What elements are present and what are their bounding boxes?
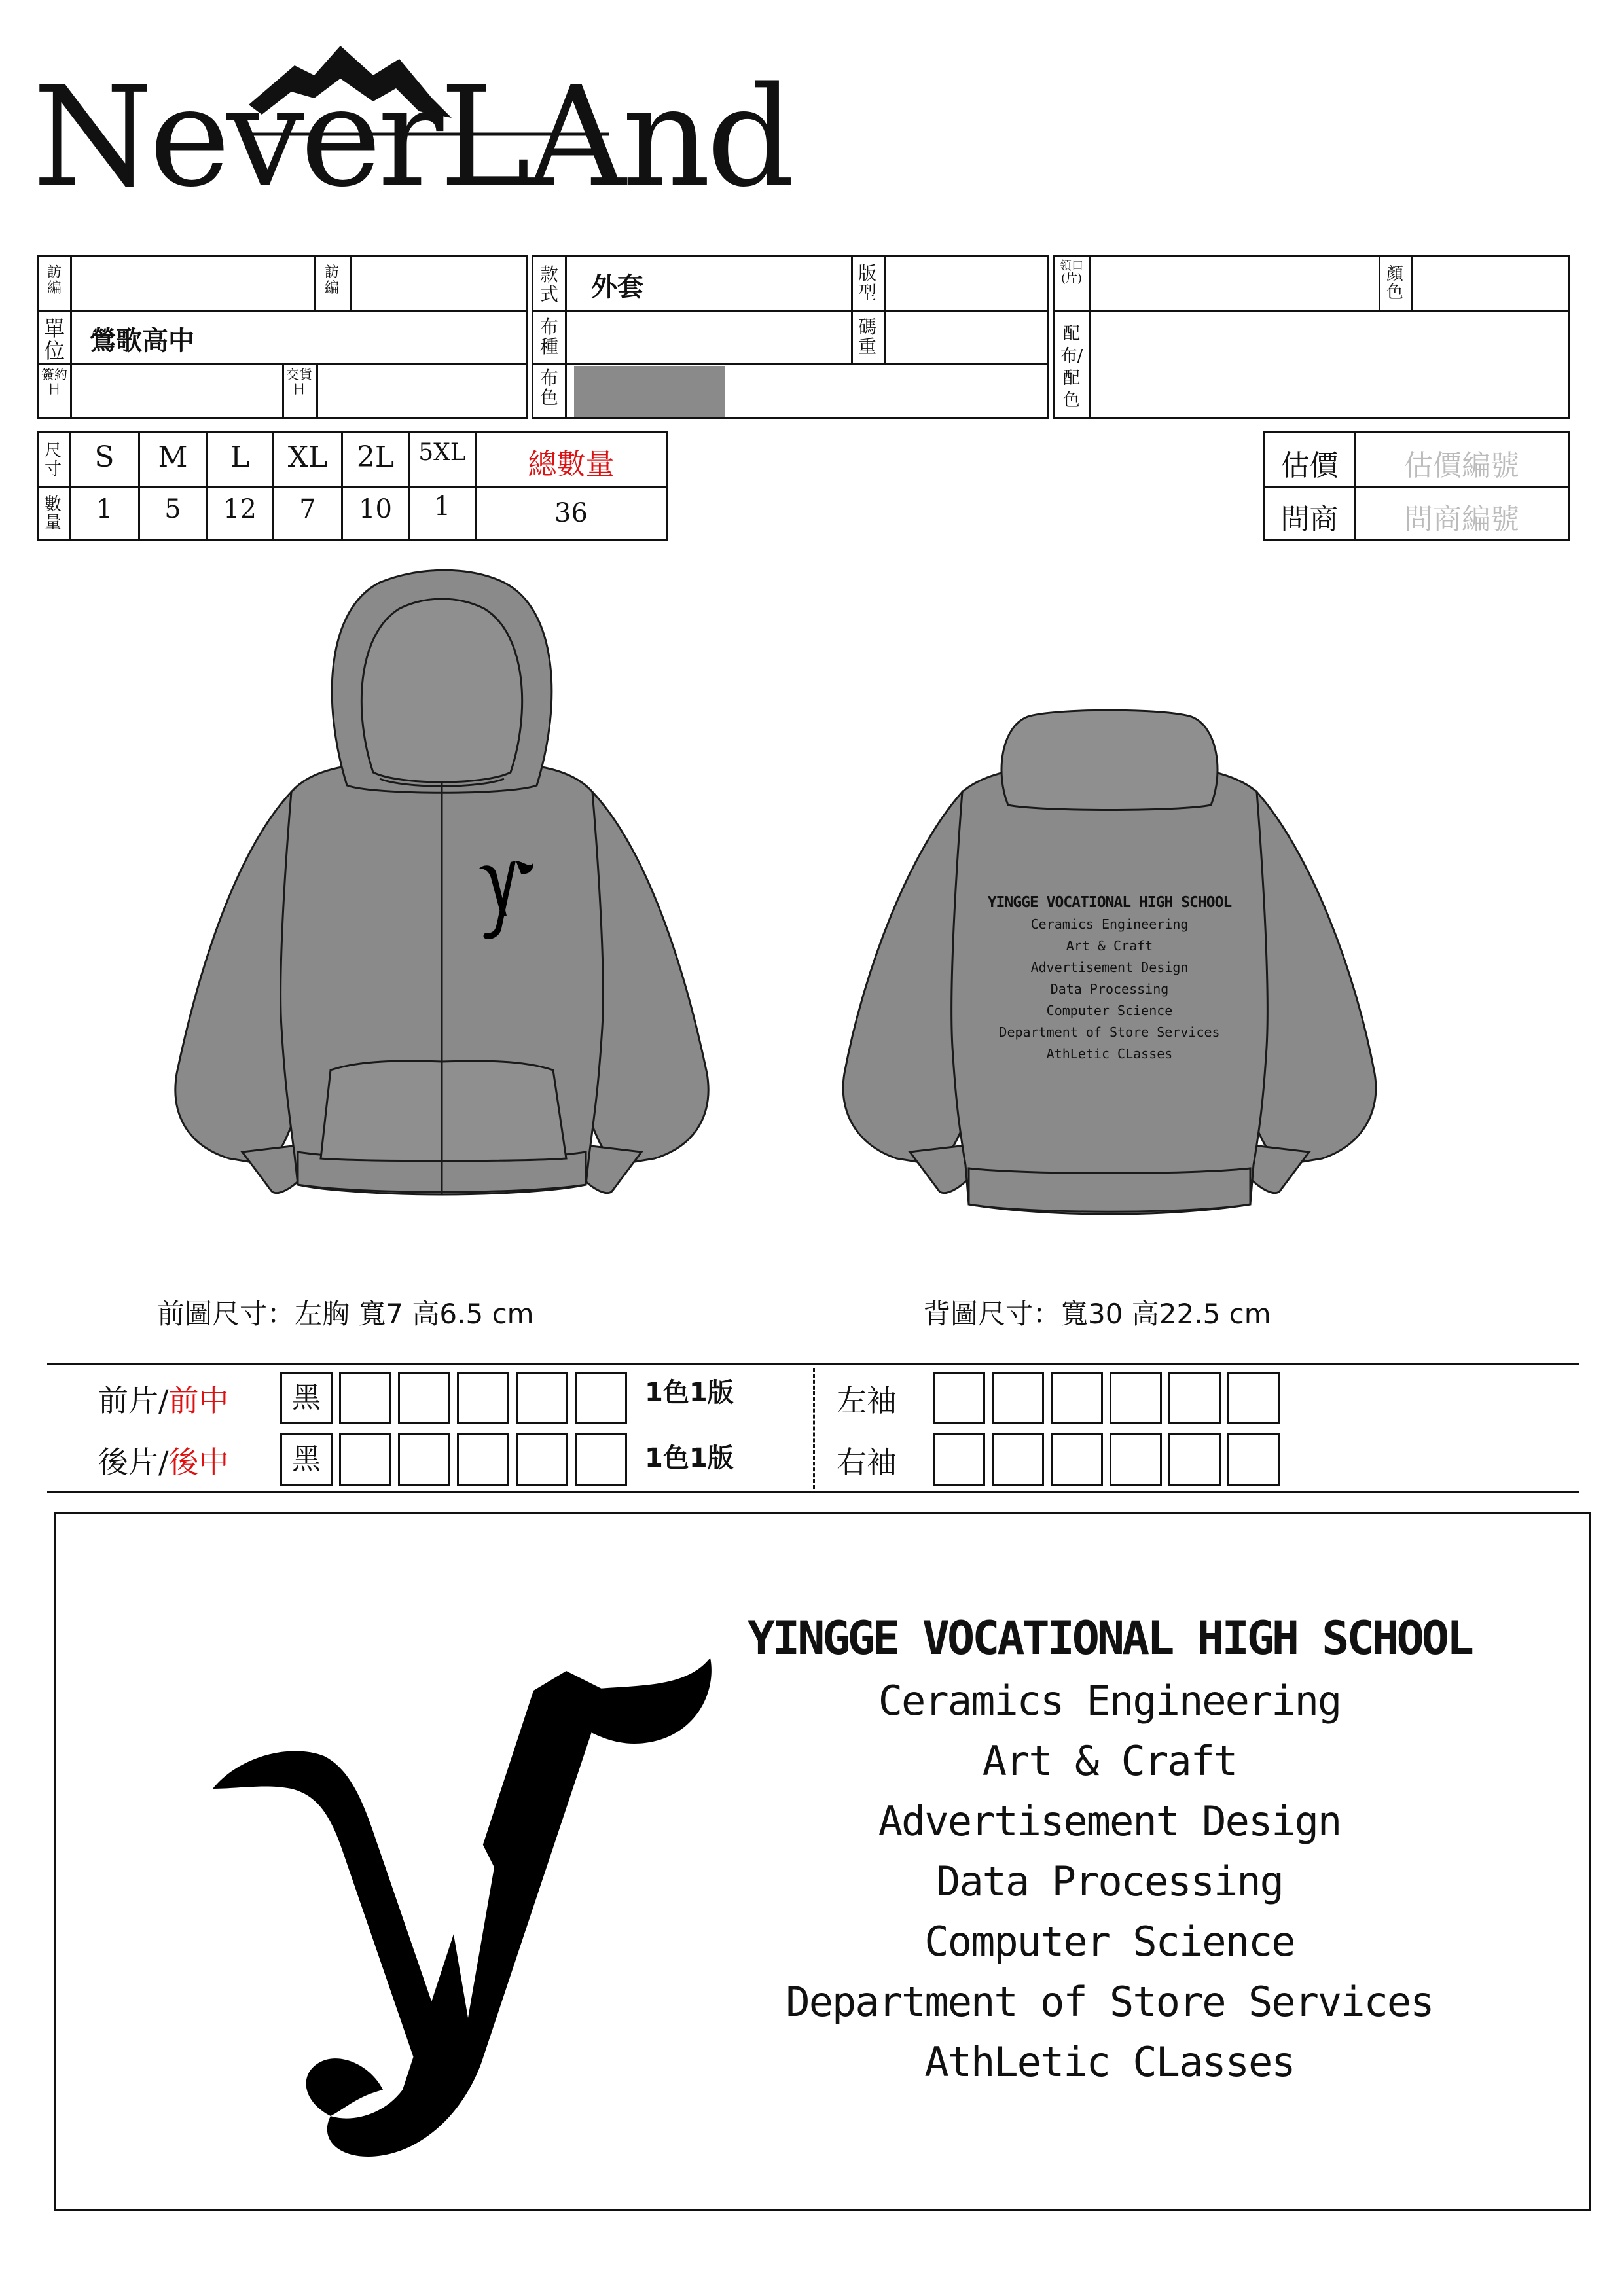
back-line-advertisement: Advertisement Design (1030, 960, 1189, 975)
sign-date-label: 簽約日 (41, 367, 67, 397)
back-color-2[interactable] (339, 1433, 391, 1486)
right-sleeve-color-6[interactable] (1227, 1433, 1280, 1486)
right-sleeve-label: 右袖 (837, 1444, 897, 1480)
visit-code-label: 訪編 (46, 264, 62, 296)
art-line-school: YINGGE VOCATIONAL HIGH SCHOOL (747, 1611, 1472, 1665)
estimate-label: 估價 (1280, 449, 1339, 482)
size-2l: 2L (356, 440, 395, 474)
hoodie-back (831, 707, 1388, 1250)
total-label: 總數量 (528, 448, 615, 481)
pattern-label: 版型 (857, 262, 876, 304)
hoodie-front (164, 569, 720, 1250)
left-sleeve-color-5[interactable] (1168, 1372, 1221, 1424)
front-color-3[interactable] (398, 1372, 450, 1424)
size-row-label: 尺寸 (44, 441, 62, 479)
total-value: 36 (554, 498, 588, 528)
size-weight-label: 碼重 (857, 316, 876, 357)
back-print-label (98, 1439, 229, 1482)
info-table-trim (1053, 255, 1570, 419)
back-line-store: Department of Store Services (999, 1024, 1220, 1040)
print-section-divider (813, 1368, 815, 1489)
estimate-number-field[interactable]: 估價編號 (1404, 449, 1519, 482)
left-sleeve-color-4[interactable] (1110, 1372, 1162, 1424)
fabric-color-swatch (574, 366, 725, 417)
art-line-store: Department of Store Services (785, 1978, 1434, 2026)
artwork-box (54, 1512, 1591, 2211)
style-label: 款式 (539, 264, 558, 305)
print-section-top-rule (47, 1363, 1579, 1365)
brand-name: NeverLAnd (33, 57, 791, 217)
back-line-art: Art & Craft (1066, 938, 1153, 954)
brand-logo (33, 26, 791, 229)
right-sleeve-color-3[interactable] (1051, 1433, 1103, 1486)
back-line-data: Data Processing (1050, 981, 1169, 997)
qty-m: 5 (164, 494, 181, 524)
left-sleeve-color-1[interactable] (933, 1372, 985, 1424)
size-xl: XL (287, 440, 328, 474)
back-print-area (956, 891, 1263, 1065)
front-color-1[interactable] (280, 1372, 333, 1424)
left-sleeve-label: 左袖 (837, 1383, 897, 1418)
trim-label: 配布/配色 (1060, 324, 1083, 410)
qty-l: 12 (223, 494, 257, 524)
back-line-computer: Computer Science (1046, 1003, 1173, 1018)
front-color-2[interactable] (339, 1372, 391, 1424)
back-piece-label: 後片/ (98, 1444, 169, 1480)
size-table (37, 431, 668, 541)
estimate-table (1263, 431, 1570, 541)
front-color-5[interactable] (516, 1372, 568, 1424)
art-line-computer: Computer Science (924, 1918, 1295, 1965)
right-sleeve-color-1[interactable] (933, 1433, 985, 1486)
unit-value: 鶯歌高中 (90, 326, 194, 356)
back-center-label: 後中 (168, 1444, 229, 1480)
back-plates: 1色1版 (645, 1443, 734, 1473)
right-sleeve-color-4[interactable] (1110, 1433, 1162, 1486)
qty-row-label: 數量 (44, 495, 62, 533)
left-sleeve-color-6[interactable] (1227, 1372, 1280, 1424)
art-line-ceramics: Ceramics Engineering (878, 1677, 1341, 1725)
front-dimension-caption: 前圖尺寸：左胸 寬7 高6.5 cm (157, 1298, 534, 1330)
right-sleeve-color-5[interactable] (1168, 1433, 1221, 1486)
qty-s: 1 (96, 494, 113, 524)
size-s: S (94, 440, 115, 474)
left-sleeve-color-2[interactable] (992, 1372, 1044, 1424)
back-color-1[interactable] (280, 1433, 333, 1486)
color-label: 顏色 (1386, 264, 1403, 302)
collar-label: 領口(片) (1060, 259, 1083, 285)
art-line-art: Art & Craft (982, 1737, 1237, 1785)
visit-code-label-2: 訪編 (324, 264, 339, 296)
inquiry-number-field[interactable]: 問商編號 (1404, 503, 1519, 536)
style-value: 外套 (591, 272, 643, 302)
back-color-1-text: 黑 (292, 1443, 321, 1476)
back-color-6[interactable] (575, 1433, 627, 1486)
front-color-4[interactable] (457, 1372, 509, 1424)
fabric-color-label: 布色 (539, 367, 558, 408)
yl-logo-icon (187, 1592, 776, 2181)
inquiry-label: 問商 (1280, 503, 1339, 536)
size-5xl: 5XL (418, 439, 466, 466)
size-m: M (158, 440, 188, 474)
back-color-3[interactable] (398, 1433, 450, 1486)
front-color-6[interactable] (575, 1372, 627, 1424)
front-plates: 1色1版 (645, 1378, 734, 1408)
front-center-label: 前中 (168, 1383, 229, 1418)
front-piece-label: 前片/ (98, 1383, 169, 1418)
fabric-type-label: 布種 (539, 316, 558, 357)
qty-5xl: 1 (433, 492, 451, 522)
qty-xl: 7 (299, 494, 316, 524)
back-color-5[interactable] (516, 1433, 568, 1486)
info-table-style (532, 255, 1049, 419)
art-line-advertisement: Advertisement Design (878, 1797, 1341, 1845)
back-dimension-caption: 背圖尺寸：寬30 高22.5 cm (923, 1298, 1271, 1330)
left-sleeve-color-3[interactable] (1051, 1372, 1103, 1424)
front-color-1-text: 黑 (292, 1381, 321, 1414)
art-line-data: Data Processing (936, 1857, 1283, 1905)
unit-label: 單位 (43, 316, 65, 363)
art-line-athletic: AthLetic CLasses (924, 2038, 1295, 2086)
print-section-bottom-rule (47, 1491, 1579, 1493)
qty-2l: 10 (359, 494, 392, 524)
front-print-label (98, 1377, 229, 1420)
back-line-athletic: AthLetic CLasses (1046, 1046, 1173, 1062)
info-table-client (37, 255, 528, 419)
size-l: L (230, 440, 250, 474)
back-color-4[interactable] (457, 1433, 509, 1486)
back-line-school: YINGGE VOCATIONAL HIGH SCHOOL (987, 894, 1232, 911)
right-sleeve-color-2[interactable] (992, 1433, 1044, 1486)
delivery-date-label: 交貨日 (286, 367, 312, 397)
back-line-ceramics: Ceramics Engineering (1030, 916, 1189, 932)
artwork-text (743, 1605, 1476, 2092)
